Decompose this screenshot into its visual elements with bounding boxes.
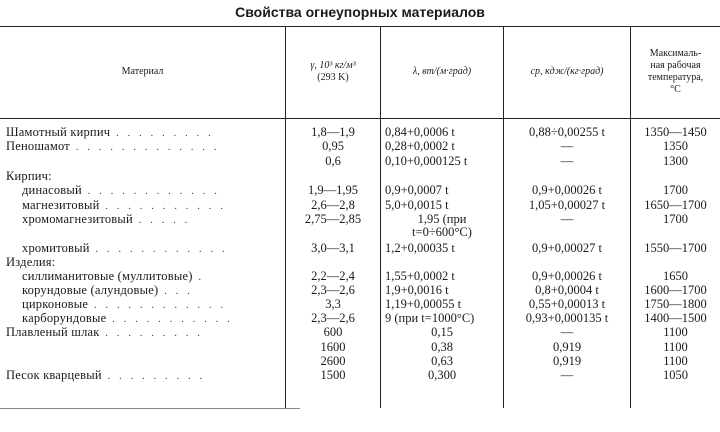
row-max-temp: 1650—1700 [644,198,707,212]
row-material: хромитовый [22,241,90,255]
row-density: 1500 [320,368,346,382]
row-density: 1,9—1,95 [308,183,358,197]
row-density: 1,8—1,9 [311,125,355,139]
leader-dots: . . . . . . . . . [110,127,214,139]
row-density: 3,0—3,1 [311,241,355,255]
header-max-temp-line3: температура, [647,72,704,83]
row-heat-capacity: — [560,139,574,153]
row-heat-capacity: 0,9+0,00027 t [532,241,602,255]
leader-dots: . . . . . . . . . . . . . [69,141,220,153]
header-material [0,30,285,114]
row-heat-capacity: — [560,325,574,339]
row-max-temp: 1300 [663,154,688,168]
header-max-temp-line2: ная рабочая [650,60,701,71]
table-top-rule [0,26,720,27]
header-conductivity-label: λ, вт/(м·град) [412,66,472,77]
row-conductivity: 0,15 [431,325,453,339]
header-density-line1: γ, 10³ кг/м³ [310,60,356,71]
row-density: 3,3 [325,297,341,311]
row-heat-capacity: 0,919 [552,340,582,354]
row-density: 2,2—2,4 [311,269,355,283]
row-density: 2,6—2,8 [311,198,355,212]
row-heat-capacity: 0,9+0,00026 t [532,269,602,283]
header-density-line2: (293 K) [317,72,349,83]
header-bottom-rule [0,118,720,119]
row-conductivity: 1,19+0,00055 t [385,297,462,311]
row-density: 0,6 [325,154,341,168]
row-max-temp: 1050 [663,368,688,382]
row-conductivity: 1,55+0,0002 t [385,269,455,283]
header-max-temp [631,30,720,114]
row-density: 2,3—2,6 [311,311,355,325]
row-max-temp: 1350 [663,139,688,153]
row-conductivity: 1,9+0,0016 t [385,283,449,297]
leader-dots: . . . . . . . . . . . . [89,243,228,255]
row-material: корундовые (алундовые) [22,283,159,297]
header-max-temp-line1: Максималь- [649,48,702,59]
header-max-temp-line4: °C [670,84,681,95]
row-heat-capacity: — [560,368,574,382]
row-density: 2,75—2,85 [304,212,362,226]
row-max-temp: 1100 [663,340,688,354]
row-material: хромомагнезитовый [22,212,133,226]
row-max-temp: 1750—1800 [644,297,707,311]
table-title: Свойства огнеупорных материалов [235,4,485,20]
table-bottom-rule [0,408,300,409]
row-max-temp: 1400—1500 [644,311,707,325]
row-heat-capacity: 0,919 [552,354,582,368]
row-conductivity: 0,10+0,000125 t [385,154,468,168]
leader-dots: . . . . . . . . . . . [106,313,233,325]
row-material: динасовый [22,183,82,197]
row-density: 2600 [320,354,346,368]
row-max-temp: 1650 [663,269,688,283]
row-material: магнезитовый [22,198,100,212]
row-heat-capacity: — [560,212,574,226]
row-material: Песок кварцевый [6,368,102,382]
row-material: силлиманитовые (муллитовые) [22,269,193,283]
row-conductivity: 0,28+0,0002 t [385,139,455,153]
row-density: 600 [323,325,343,339]
leader-dots: . . . [158,285,193,297]
row-max-temp: 1600—1700 [644,283,707,297]
row-heat-capacity: — [560,154,574,168]
row-max-temp: 1350—1450 [644,125,707,139]
leader-dots: . . . . . . . . . . . . [88,299,227,311]
row-conductivity: 1,2+0,00035 t [385,241,455,255]
row-material: Пеношамот [6,139,70,153]
row-conductivity: 0,38 [431,340,453,354]
row-max-temp: 1700 [663,183,688,197]
header-conductivity [381,30,503,114]
row-material: Плавленый шлак [6,325,100,339]
leader-dots: . [192,271,205,283]
row-density: 2,3—2,6 [311,283,355,297]
leader-dots: . . . . . . . . . . . [99,200,226,212]
row-max-temp: 1100 [663,354,688,368]
header-heat-capacity [504,30,630,114]
header-density [286,30,380,114]
row-max-temp: 1700 [663,212,688,226]
leader-dots: . . . . . [132,214,191,226]
group-heading-products: Изделия: [6,255,56,269]
row-heat-capacity: 1,05+0,00027 t [528,198,606,212]
row-conductivity-condition: t=0÷600°C) [412,225,472,239]
row-conductivity: 5,0+0,0015 t [385,198,449,212]
row-material: карборундовые [22,311,107,325]
row-heat-capacity: 0,9+0,00026 t [532,183,602,197]
row-conductivity: 0,84+0,0006 t [385,125,455,139]
row-max-temp: 1100 [663,325,688,339]
row-conductivity: 0,300 [427,368,457,382]
row-heat-capacity: 0,8+0,0004 t [535,283,599,297]
row-heat-capacity: 0,93+0,000135 t [525,311,609,325]
row-material: Шамотный кирпич [6,125,111,139]
leader-dots: . . . . . . . . . . . . [81,185,220,197]
row-density: 1600 [320,340,346,354]
row-heat-capacity: 0,55+0,00013 t [528,297,606,311]
row-density: 0,95 [322,139,344,153]
row-conductivity: 0,9+0,0007 t [385,183,449,197]
row-conductivity: 1,95 (при [417,212,467,226]
row-material: цирконовые [22,297,89,311]
header-material-label: Материал [121,66,164,77]
group-heading-brick: Кирпич: [6,169,52,183]
leader-dots: . . . . . . . . . [99,327,204,339]
row-conductivity: 9 (при t=1000°C) [385,311,475,325]
row-max-temp: 1550—1700 [644,241,707,255]
leader-dots: . . . . . . . . . [101,370,206,382]
row-conductivity: 0,63 [431,354,453,368]
row-heat-capacity: 0,88÷0,00255 t [529,125,605,139]
header-heat-capacity-label: cp, кдж/(кг·град) [530,66,604,77]
